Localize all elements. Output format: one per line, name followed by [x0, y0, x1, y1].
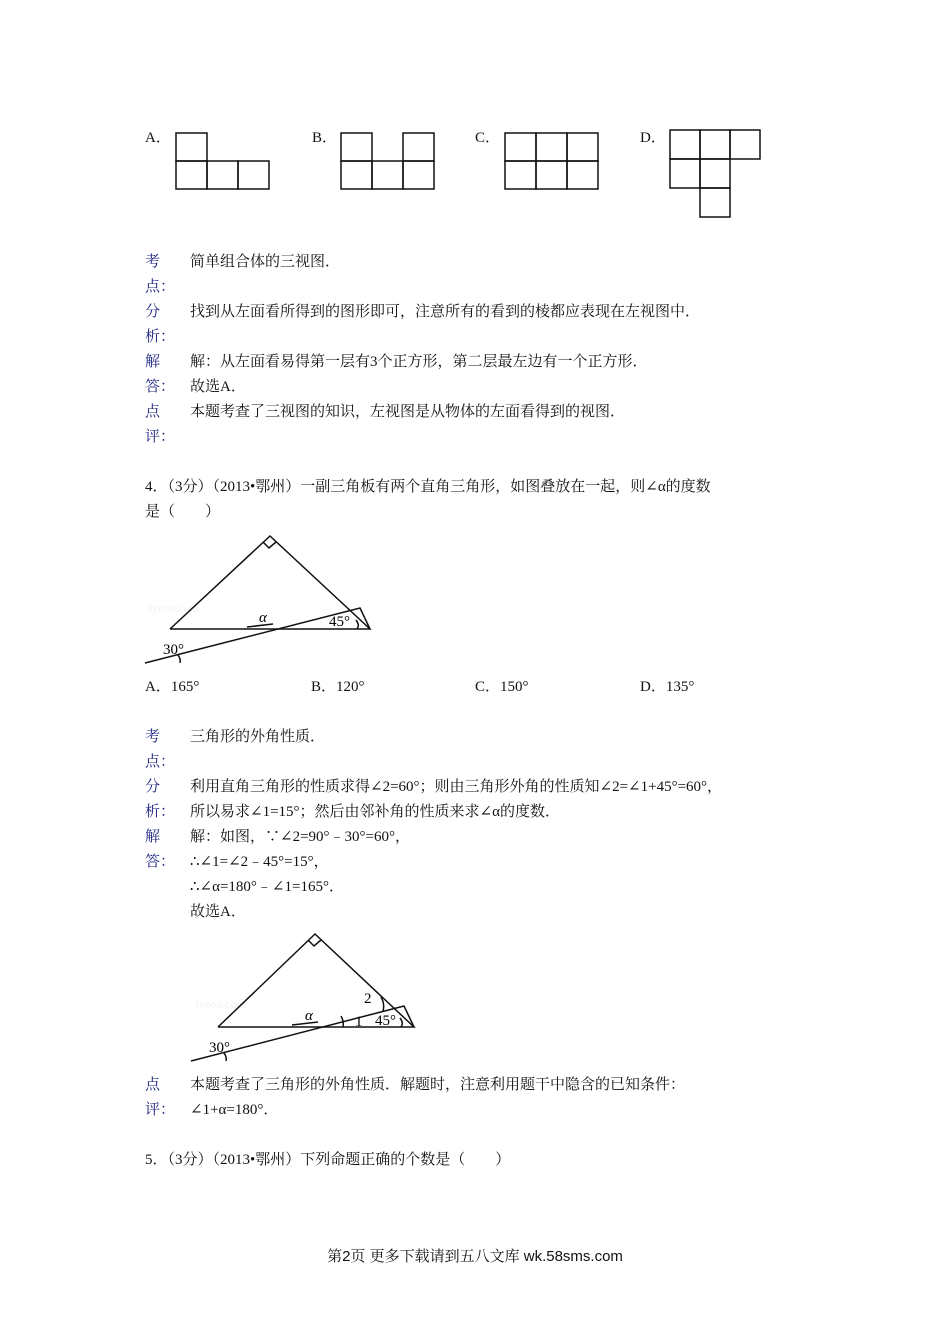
angle-30-label: 30°	[209, 1040, 230, 1056]
angle-45-arc	[400, 1018, 402, 1027]
jieda-label: 答：	[145, 379, 176, 395]
angle-alpha-label: α	[259, 610, 267, 626]
option-value: 135°	[665, 679, 695, 695]
fenxi-label: 析：	[145, 329, 176, 345]
option-label: D．	[640, 130, 666, 146]
watermark: fyeoo.com	[195, 997, 246, 1011]
jieda-line: ∴∠α=180°﹣∠1=165°．	[190, 879, 344, 895]
fenxi-label: 分	[145, 779, 161, 795]
dianping-label: 评：	[145, 1102, 176, 1118]
dianping-text: 本题考查了三视图的知识，左视图是从物体的左面看得到的视图．	[190, 404, 626, 420]
angle-alpha-label: α	[305, 1008, 313, 1024]
angle-30-label: 30°	[163, 642, 184, 658]
kaodian-label: 点：	[145, 754, 176, 770]
option-label: A．	[145, 130, 171, 146]
fenxi-line: 所以易求∠1=15°；然后由邻补角的性质来求∠α的度数．	[190, 804, 560, 820]
option-label: C．	[475, 679, 501, 695]
dianping-line: ∠1+α=180°．	[190, 1102, 279, 1118]
jieda-label: 解	[145, 829, 161, 845]
angle-2-label: 2	[364, 991, 372, 1007]
option-value: 150°	[500, 679, 529, 695]
q4-stem-line: 4．（3分）（2013•鄂州）一副三角板有两个直角三角形，如图叠放在一起，则∠α的度数	[145, 479, 711, 495]
jieda-line: 解：如图，∵∠2=90°﹣30°=60°，	[190, 829, 410, 845]
q5-stem: 5．（3分）（2013•鄂州）下列命题正确的个数是（ ）	[145, 1152, 511, 1168]
option-label: A．	[145, 679, 171, 695]
jieda-line: 故选A．	[190, 379, 246, 395]
option-label: C．	[475, 130, 501, 146]
option-value: 120°	[336, 679, 365, 695]
kaodian-label: 考	[145, 254, 161, 270]
option-label: B．	[312, 130, 338, 146]
jieda-label: 解	[145, 354, 161, 370]
page-footer: 第2页 更多下载请到五八文库 wk.58sms.com	[327, 1248, 623, 1265]
kaodian-label: 点：	[145, 279, 176, 295]
watermark: fyeoo.com	[148, 601, 199, 615]
dianping-line: 本题考查了三角形的外角性质．解题时，注意利用题干中隐含的已知条件：	[190, 1077, 686, 1093]
dianping-label: 评：	[145, 429, 176, 445]
fenxi-label: 析：	[145, 804, 176, 820]
jieda-line: 故选A．	[190, 904, 246, 920]
kaodian-text: 三角形的外角性质．	[190, 729, 326, 745]
fenxi-line: 利用直角三角形的性质求得∠2=60°；则由三角形外角的性质知∠2=∠1+45°=60°，	[190, 779, 723, 795]
kaodian-text: 简单组合体的三视图．	[190, 254, 341, 270]
jieda-line: 解：从左面看易得第一层有3个正方形，第二层最左边有一个正方形．	[190, 354, 648, 370]
option-value: 165°	[170, 679, 200, 695]
q4-stem-line: 是（ ）	[145, 504, 221, 520]
dianping-label: 点	[145, 404, 161, 420]
angle-45-label: 45°	[329, 614, 350, 630]
angle-45-label: 45°	[375, 1013, 396, 1029]
right-angle-mark	[308, 940, 321, 946]
option-label: B．	[311, 679, 337, 695]
fenxi-text: 找到从左面看所得到的图形即可，注意所有的看到的棱都应表现在左视图中．	[190, 304, 701, 320]
option-label: D．	[640, 679, 666, 695]
fenxi-label: 分	[145, 304, 161, 320]
dianping-label: 点	[145, 1077, 161, 1093]
jieda-label: 答：	[145, 854, 176, 870]
angle-1-label: 1	[355, 1014, 363, 1030]
kaodian-label: 考	[145, 729, 161, 745]
jieda-line: ∴∠1=∠2﹣45°=15°，	[190, 854, 329, 870]
